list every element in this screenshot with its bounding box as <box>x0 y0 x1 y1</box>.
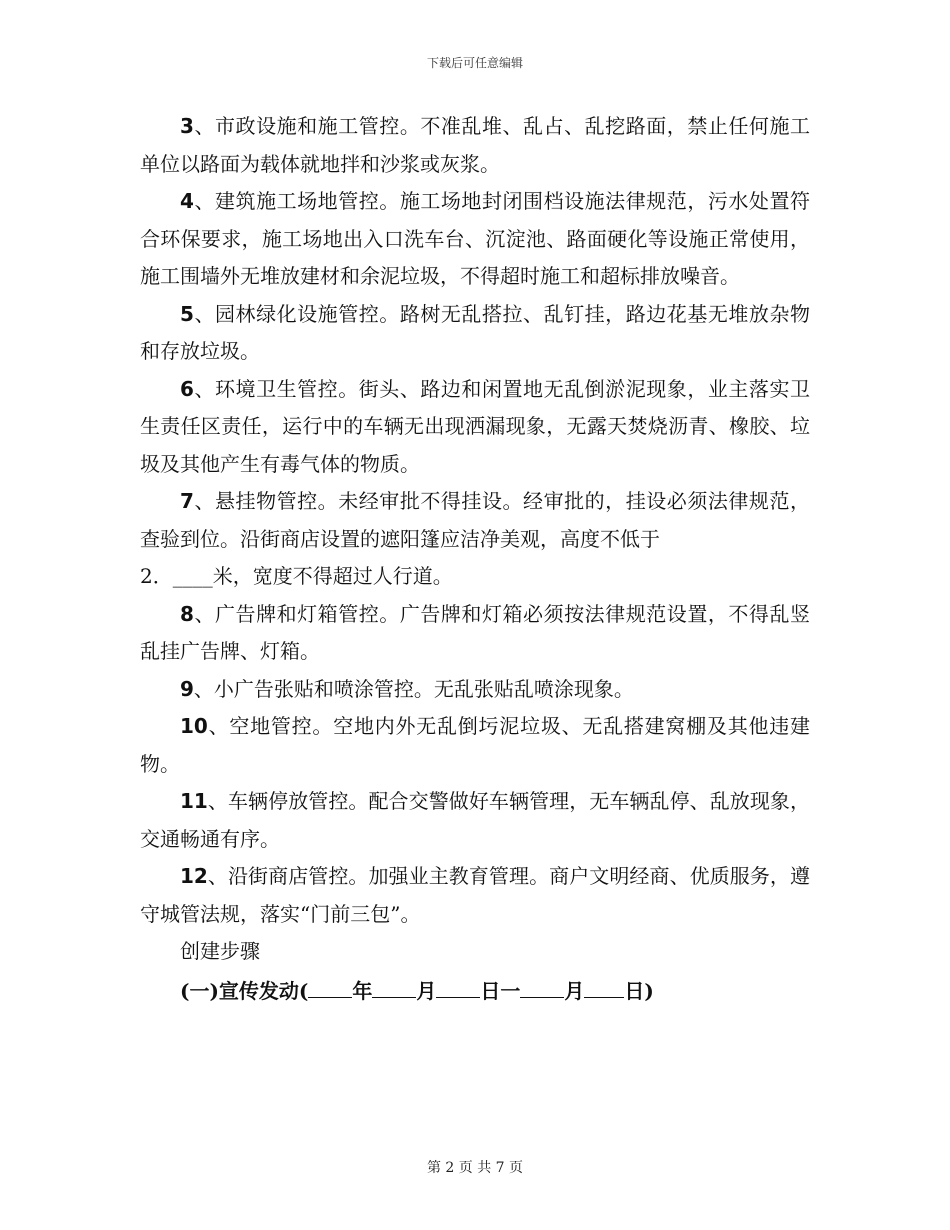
item-number: 11 <box>180 789 208 813</box>
phase-end-day-label: 日) <box>624 978 654 1003</box>
list-item <box>140 858 810 933</box>
item-number: 9 <box>180 676 194 701</box>
item-text: 、车辆停放管控。配合交警做好车辆管理，无车辆乱停、乱放现象，交通畅通有序。 <box>140 789 810 851</box>
item-number: 8 <box>180 601 194 626</box>
item-text: 、悬挂物管控。未经审批不得挂设。经审批的，挂设必须法律规范，查验到位。沿街商店设置的遮阳篷应洁净美观，高度不低于 <box>140 489 810 551</box>
item-text-continued: 2．____米，宽度不得超过人行道。 <box>140 564 453 588</box>
item-text: 、环境卫生管控。街头、路边和闲置地无乱倒淤泥现象，业主落实卫生责任区责任，运行中的车辆无出现洒漏现象，无露天焚烧沥青、橡胶、垃圾及其他产生有毒气体的物质。 <box>140 376 810 476</box>
item-text: 、广告牌和灯箱管控。广告牌和灯箱必须按法律规范设置，不得乱竖乱挂广告牌、灯箱。 <box>140 601 810 663</box>
item-number: 3 <box>180 114 194 138</box>
blank-end-month <box>520 979 564 998</box>
phase-prefix: (一)宣传发动( <box>180 978 309 1003</box>
blank-day <box>436 979 480 998</box>
list-item <box>140 671 810 709</box>
steps-heading: 创建步骤 <box>180 939 260 963</box>
item-number: 6 <box>180 376 194 401</box>
blank-year <box>308 979 352 998</box>
page-header: 下载后可任意编辑 <box>426 56 523 70</box>
list-item <box>140 371 810 484</box>
item-text: 、园林绿化设施管控。路树无乱搭拉、乱钉挂，路边花基无堆放杂物和存放垃圾。 <box>140 301 810 363</box>
item-text: 、小广告张贴和喷涂管控。无乱张贴乱喷涂现象。 <box>193 676 634 701</box>
item-text: 、市政设施和施工管控。不准乱堆、乱占、乱挖路面，禁止任何施工单位以路面为载体就地拌和沙浆或灰浆。 <box>140 114 810 176</box>
list-item <box>140 296 810 371</box>
item-number: 4 <box>180 189 194 213</box>
phase-day-to-label: 日一 <box>480 978 521 1003</box>
list-item <box>140 708 810 783</box>
item-number: 10 <box>180 714 208 738</box>
blank-month <box>372 979 416 998</box>
list-item <box>140 483 810 596</box>
list-item <box>140 108 810 183</box>
phase-end-month-label: 月 <box>564 978 585 1003</box>
item-number: 7 <box>180 489 194 513</box>
phase-year-label: 年 <box>352 978 373 1003</box>
blank-end-day <box>584 979 624 998</box>
list-item <box>140 783 810 858</box>
phase-month-label: 月 <box>416 978 437 1003</box>
page-footer: 第 2 页 共 7 页 <box>426 1160 524 1176</box>
item-text: 、空地管控。空地内外无乱倒圬泥垃圾、无乱搭建窝棚及其他违建物。 <box>140 714 810 776</box>
list-item <box>140 183 810 296</box>
item-number: 12 <box>180 864 208 888</box>
document-body <box>140 108 810 1010</box>
item-number: 5 <box>180 301 194 326</box>
item-text: 、沿街商店管控。加强业主教育管理。商户文明经商、优质服务，遵守城管法规，落实“门前三包”。 <box>140 864 810 926</box>
item-text: 、建筑施工场地管控。施工场地封闭围档设施法律规范，污水处置符合环保要求，施工场地出入口洗车台、沉淀池、路面硬化等设施正常使用，施工围墙外无堆放建材和余泥垃圾，不得超时施工和超标排放噪音。 <box>140 189 810 288</box>
list-item <box>140 596 810 671</box>
phase-heading <box>140 973 810 1011</box>
